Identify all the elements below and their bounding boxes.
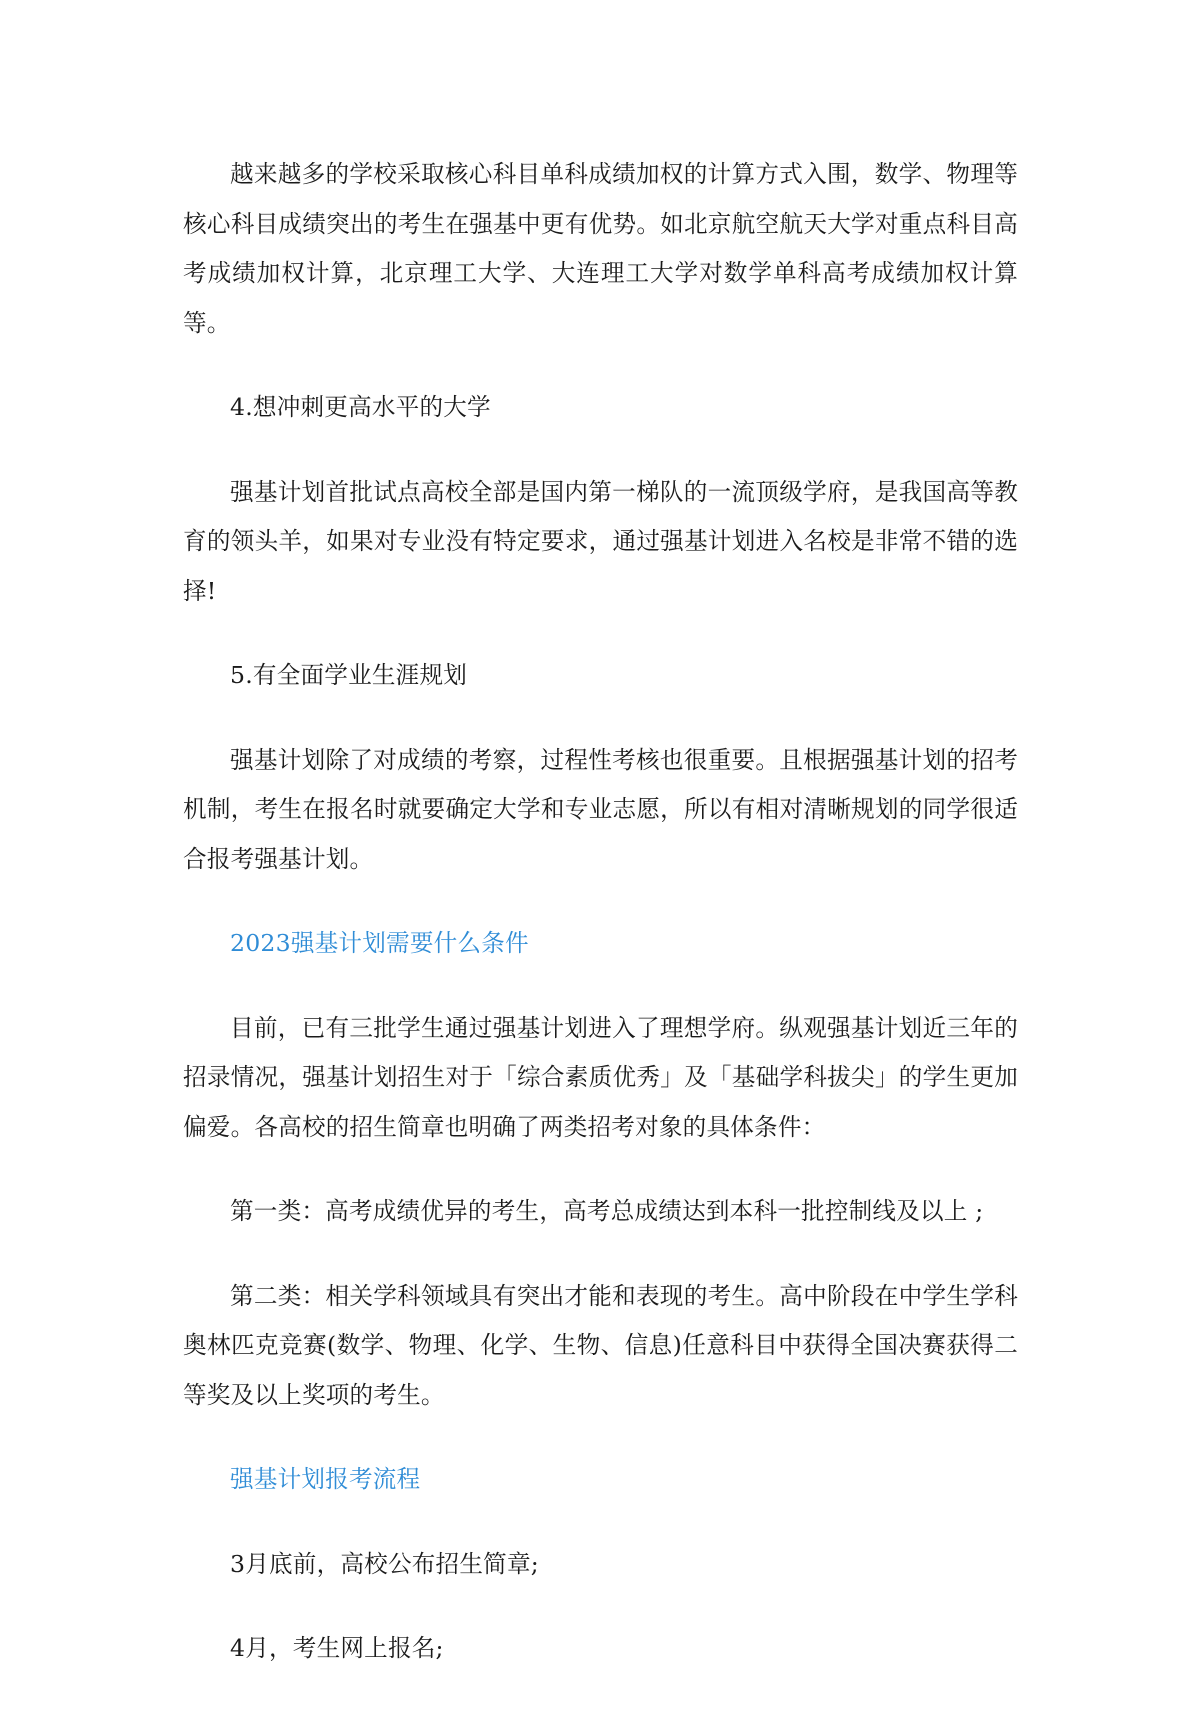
paragraph-category-one: 第一类：高考成绩优异的考生，高考总成绩达到本科一批控制线及以上 ;	[230, 1197, 984, 1225]
document-body	[183, 150, 1018, 1709]
paragraph-category-two: 第二类：相关学科领域具有突出才能和表现的考生。高中阶段在中学生学科奥林匹克竞赛(数学、物理、化学、生物、信息)任意科目中获得全国决赛获得二等奖及以上奖项的考生。	[183, 1281, 1018, 1409]
section-heading-conditions: 2023强基计划需要什么条件	[230, 929, 529, 957]
paragraph-step-april: 4月，考生网上报名;	[230, 1634, 444, 1662]
section-heading-process: 强基计划报考流程	[230, 1465, 421, 1493]
paragraph-conditions-intro: 目前，已有三批学生通过强基计划进入了理想学府。纵观强基计划近三年的招录情况，强基计划招生对于「综合素质优秀」及「基础学科拔尖」的学生更加偏爱。各高校的招生简章也明确了两类招考对象的具体条件：	[183, 1013, 1018, 1141]
paragraph-career-planning: 强基计划除了对成绩的考察，过程性考核也很重要。且根据强基计划的招考机制，考生在报名时就要确定大学和专业志愿，所以有相对清晰规划的同学很适合报考强基计划。	[183, 745, 1018, 873]
list-item-5: 5.有全面学业生涯规划	[230, 661, 468, 689]
paragraph-step-march: 3月底前，高校公布招生简章;	[230, 1549, 539, 1578]
paragraph-top-universities: 强基计划首批试点高校全部是国内第一梯队的一流顶级学府，是我国高等教育的领头羊，如果对专业没有特定要求，通过强基计划进入名校是非常不错的选择!	[183, 477, 1018, 605]
paragraph-weighting: 越来越多的学校采取核心科目单科成绩加权的计算方式入围，数学、物理等核心科目成绩突出的考生在强基中更有优势。如北京航空航天大学对重点科目高考成绩加权计算，北京理工大学、大连理工大学对数学单科高考成绩加权计算等。	[183, 160, 1018, 337]
list-item-4: 4.想冲刺更高水平的大学	[230, 393, 491, 421]
